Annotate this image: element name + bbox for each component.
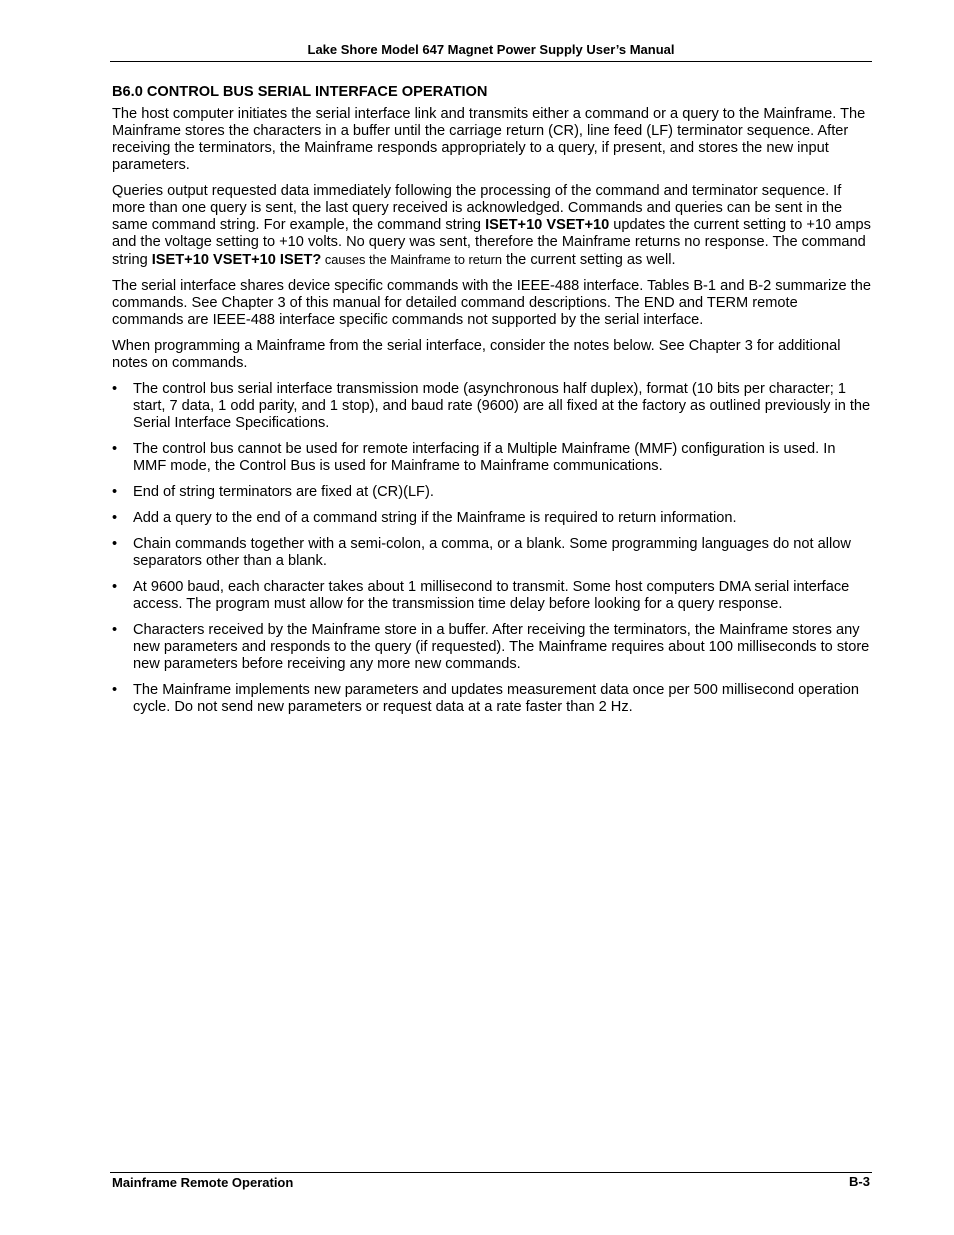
list-item-text: At 9600 baud, each character takes about 1 millisecond to transmit. Some host computers DMA serial interface access. The program must allow for the transmission time delay before looking for a query response. <box>133 579 850 612</box>
list-item <box>112 579 872 613</box>
header-divider <box>110 61 872 62</box>
paragraph-queries-text-2: updates the current setting to +10 amps and the voltage setting to +10 volts. No query was sent, therefore the Mainframe returns no response. The command string <box>112 217 871 268</box>
bullet-icon: • <box>112 622 118 638</box>
list-item <box>112 682 872 716</box>
section-title: B6.0 CONTROL BUS SERIAL INTERFACE OPERATION <box>112 84 488 100</box>
paragraph-intro: The host computer initiates the serial interface link and transmits either a command or a query to the Mainframe. The Mainframe stores the characters in a buffer until the carriage return (CR), line feed (LF) terminator sequence. After receiving the terminators, the Mainframe responds appropriately to a query, if present, and stores the new input parameters. <box>112 106 866 173</box>
paragraph-shared-commands: The serial interface shares device specific commands with the IEEE-488 interface. Tables B-1 and B-2 summarize the commands. See Chapter 3 of this manual for detailed command descriptions. The END and TERM remote commands are IEEE-488 interface specific commands not supported by the serial interface. <box>112 278 871 328</box>
page-body <box>112 84 872 725</box>
list-item-text: Add a query to the end of a command string if the Mainframe is required to return information. <box>133 510 737 526</box>
paragraph-queries <box>112 183 872 269</box>
command-example-1: ISET+10 VSET+10 <box>485 217 610 233</box>
footer-chapter-title: Mainframe Remote Operation <box>112 1175 294 1190</box>
running-header: Lake Shore Model 647 Magnet Power Supply User’s Manual <box>307 42 675 57</box>
list-item <box>112 381 872 432</box>
list-item <box>112 622 872 673</box>
list-item <box>112 536 872 570</box>
list-item <box>112 441 872 475</box>
bullet-icon: • <box>112 682 118 698</box>
footer-divider <box>110 1172 872 1173</box>
notes-list <box>112 381 872 716</box>
list-item <box>112 510 872 527</box>
bullet-icon: • <box>112 579 118 595</box>
bullet-icon: • <box>112 381 118 397</box>
list-item-text: End of string terminators are fixed at (CR)(LF). <box>133 484 434 500</box>
bullet-icon: • <box>112 536 118 552</box>
bullet-icon: • <box>112 510 118 526</box>
paragraph-programming-notes: When programming a Mainframe from the serial interface, consider the notes below. See Chapter 3 for additional notes on commands. <box>112 338 841 371</box>
command-example-2: ISET+10 VSET+10 ISET? <box>151 252 322 268</box>
paragraph-queries-text-4: the current setting as well. <box>501 252 676 268</box>
list-item-text: The Mainframe implements new parameters and updates measurement data once per 500 millisecond operation cycle. Do not send new parameters or request data at a rate faster than 2 Hz. <box>133 682 860 715</box>
paragraph-queries-text-1: Queries output requested data immediately following the processing of the command and terminator sequence. If more than one query is sent, the last query received is acknowledged. Commands and queries can be sent in the same command string. For example, the command string <box>112 183 843 233</box>
list-item-text: Chain commands together with a semi-colon, a comma, or a blank. Some programming languages do not allow separators other than a blank. <box>133 536 851 569</box>
list-item-text: The control bus serial interface transmission mode (asynchronous half duplex), format (10 bits per character; 1 start, 7 data, 1 odd parity, and 1 stop), and baud rate (9600) are all fixed at the factory as outlined previously in the Serial Interface Specifications. <box>133 381 871 431</box>
bullet-icon: • <box>112 484 118 500</box>
list-item <box>112 484 872 501</box>
list-item-text: Characters received by the Mainframe store in a buffer. After receiving the terminators, the Mainframe stores any new parameters and responds to the query (if requested). The Mainframe requires about 100 milliseconds to store new parameters before receiving any more new commands. <box>133 622 870 672</box>
paragraph-queries-text-3: causes the Mainframe to return <box>321 252 502 267</box>
bullet-icon: • <box>112 441 118 457</box>
page-number: B-3 <box>849 1174 870 1189</box>
list-item-text: The control bus cannot be used for remote interfacing if a Multiple Mainframe (MMF) configuration is used. In MMF mode, the Control Bus is used for Mainframe to Mainframe communications. <box>133 441 836 474</box>
